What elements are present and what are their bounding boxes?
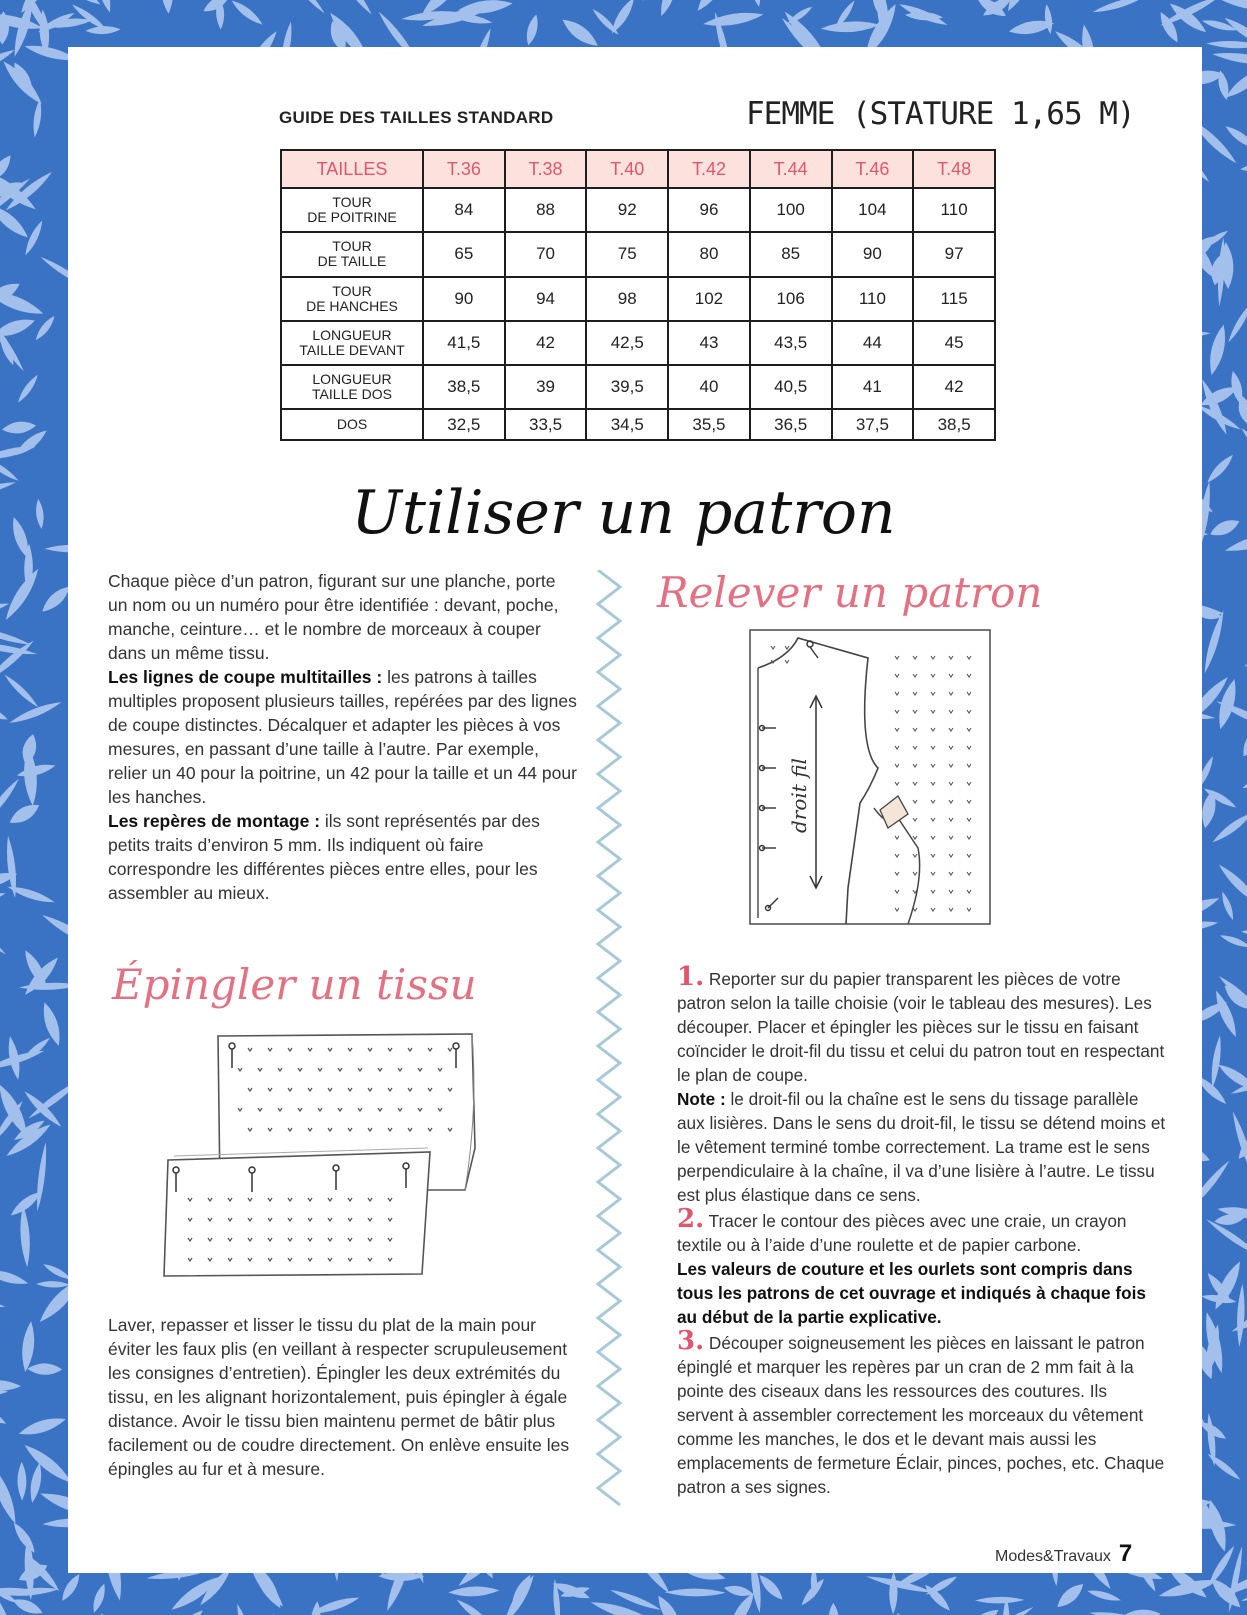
measurement-value: 40 (668, 365, 750, 409)
size-header: T.46 (832, 150, 914, 188)
measurement-value: 35,5 (668, 409, 750, 440)
measurement-value: 88 (505, 188, 587, 232)
pinned-fabric-illustration (160, 1030, 490, 1280)
measurement-value: 75 (586, 232, 668, 276)
magazine-brand: Modes&Travaux (995, 1548, 1111, 1565)
measurement-value: 39,5 (586, 365, 668, 409)
measurement-label (281, 365, 423, 409)
measurement-value: 38,5 (913, 409, 995, 440)
trace-pattern-steps (677, 962, 1167, 1499)
step-number: 1. (677, 962, 705, 992)
size-table-row (281, 232, 995, 276)
measurement-value: 43 (668, 321, 750, 365)
size-table-row (281, 409, 995, 440)
measurement-label-line: DE TAILLE (317, 253, 387, 270)
measurement-value: 65 (423, 232, 505, 276)
trace-pattern-illustration (748, 628, 994, 928)
measurement-value: 38,5 (423, 365, 505, 409)
measurement-label (281, 409, 423, 440)
size-table (280, 149, 996, 441)
measurement-value: 40,5 (750, 365, 832, 409)
measurement-label-line: TOUR (332, 194, 372, 211)
measurement-value: 115 (913, 277, 995, 321)
measurement-label-line: LONGUEUR (312, 371, 392, 388)
measurement-label-line: TOUR (332, 238, 372, 255)
size-table-row (281, 321, 995, 365)
trace-pattern-title: Relever un patron (657, 568, 1043, 617)
grainline-label: droit fil (787, 758, 811, 833)
measurement-value: 39 (505, 365, 587, 409)
measurement-value: 42 (505, 321, 587, 365)
measurement-label (281, 232, 423, 276)
intro-paragraph: Chaque pièce d’un patron, figurant sur une planche, porte un nom ou un numéro pour être identifiée : devant, poche, manche, ceinture… et le nombre de morceaux à couper dans un même tissu. (108, 571, 559, 663)
measurement-value: 41 (832, 365, 914, 409)
size-table-row (281, 188, 995, 232)
measurement-value: 80 (668, 232, 750, 276)
step-text: Reporter sur du papier transparent les pièces de votre patron selon la taille choisie (voir le tableau des mesures). Les découper. Placer et épingler les pièces sur le tissu en faisant coïncider le droit-fil du tissu et celui du patron tout en respectant le plan de coupe. (677, 969, 1165, 1085)
measurement-value: 84 (423, 188, 505, 232)
note-text: le droit-fil ou la chaîne est le sens du tissage parallèle aux lisières. Dans le sens du droit-fil, le tissu se détend moins et le vêtement terminé tombe correctement. La trame est le sens perpendiculaire à la chaîne, il va d’une lisière à l’autre. Le tissu est plus élastique dans ce sens. (677, 1089, 1166, 1205)
step-number: 2. (677, 1204, 705, 1234)
measurement-value: 43,5 (750, 321, 832, 365)
size-table-row (281, 365, 995, 409)
measurement-value: 42 (913, 365, 995, 409)
measurement-value: 44 (832, 321, 914, 365)
cut-lines-label: Les lignes de coupe multitailles : (108, 667, 383, 687)
marks-label: Les repères de montage : (108, 811, 321, 831)
pin-fabric-text: Laver, repasser et lisser le tissu du plat de la main pour éviter les faux plis (en veillant à respecter scrupuleusement les consignes d’entretien). Épingler les deux extrémités du tissu, en les alignant horizontalement, puis épingler à égale distance. Avoir le tissu bien maintenu permet de bâtir plus facilement ou de coudre directement. On enlève ensuite les épingles au fur et à mesure. (108, 1315, 570, 1479)
step-number: 3. (677, 1326, 705, 1356)
main-title: Utiliser un patron (351, 478, 896, 548)
measurement-value: 104 (832, 188, 914, 232)
measurement-value: 36,5 (750, 409, 832, 440)
stature-heading: FEMME (STATURE 1,65 M) (746, 96, 1135, 132)
measurement-value: 92 (586, 188, 668, 232)
measurement-label-line: TAILLE DOS (312, 386, 392, 403)
size-header: T.44 (750, 150, 832, 188)
step-text: Tracer le contour des pièces avec une craie, un crayon textile ou à l’aide d’une roulette et de papier carbone. (677, 1211, 1127, 1255)
size-header-label: TAILLES (281, 150, 423, 188)
measurement-value: 33,5 (505, 409, 587, 440)
measurement-label-line: DOS (336, 416, 368, 433)
size-guide-heading: GUIDE DES TAILLES STANDARD (279, 108, 554, 127)
marks-text: ils sont représentés par des petits traits d’environ 5 mm. Ils indiquent où faire correspondre les différentes pièces entre elles, pour les assembler au mieux. (108, 811, 540, 903)
measurement-value: 100 (750, 188, 832, 232)
measurement-value: 37,5 (832, 409, 914, 440)
measurement-value: 34,5 (586, 409, 668, 440)
measurement-label (281, 321, 423, 365)
measurement-value: 45 (913, 321, 995, 365)
measurement-value: 106 (750, 277, 832, 321)
measurement-value: 85 (750, 232, 832, 276)
measurement-value: 94 (505, 277, 587, 321)
measurement-label-line: TOUR (332, 282, 372, 299)
step-text: Découper soigneusement les pièces en laissant le patron épinglé et marquer les repères par un cran de 2 mm fait à la pointe des ciseaux dans les ressources des coutures. Ils servent à assembler correctement les morceaux du vêtement comme les manches, le dos et le devant mais aussi les emplacements de fermeture Éclair, pinces, poches, etc. Chaque patron a ses signes. (677, 1333, 1165, 1497)
measurement-value: 97 (913, 232, 995, 276)
size-header: T.36 (423, 150, 505, 188)
size-header: T.40 (586, 150, 668, 188)
measurement-label (281, 188, 423, 232)
page-footer (995, 1540, 1132, 1568)
pin-fabric-title: Épingler un tissu (112, 960, 477, 1009)
measurement-value: 32,5 (423, 409, 505, 440)
size-header: T.42 (668, 150, 750, 188)
size-table-header-row (281, 150, 995, 188)
size-header: T.48 (913, 150, 995, 188)
measurement-value: 110 (913, 188, 995, 232)
size-table-row (281, 277, 995, 321)
measurement-label-line: DE HANCHES (306, 297, 398, 314)
measurement-value: 70 (505, 232, 587, 276)
measurement-label-line: DE POITRINE (307, 209, 397, 226)
measurement-value: 42,5 (586, 321, 668, 365)
note-label: Note : (677, 1089, 726, 1109)
measurement-label-line: TAILLE DEVANT (299, 342, 405, 359)
measurement-label (281, 277, 423, 321)
measurement-value: 41,5 (423, 321, 505, 365)
intro-text (108, 569, 578, 905)
measurement-value: 90 (832, 232, 914, 276)
measurement-value: 98 (586, 277, 668, 321)
measurement-value: 96 (668, 188, 750, 232)
measurement-value: 90 (423, 277, 505, 321)
seam-allowance-note: Les valeurs de couture et les ourlets sont compris dans tous les patrons de cet ouvrage et indiqués à chaque fois au début de la partie explicative. (677, 1259, 1146, 1327)
size-header: T.38 (505, 150, 587, 188)
zigzag-divider (594, 570, 624, 1510)
measurement-value: 102 (668, 277, 750, 321)
measurement-label-line: LONGUEUR (312, 327, 392, 344)
page-number: 7 (1118, 1540, 1133, 1567)
measurement-value: 110 (832, 277, 914, 321)
cut-lines-text: les patrons à tailles multiples proposent plusieurs tailles, repérées par des lignes de coupe distinctes. Décalquer et adapter les pièces à vos mesures, en passant d’une taille à l’autre. Par exemple, relier un 40 pour la poitrine, un 42 pour la taille et un 44 pour les hanches. (108, 667, 577, 807)
